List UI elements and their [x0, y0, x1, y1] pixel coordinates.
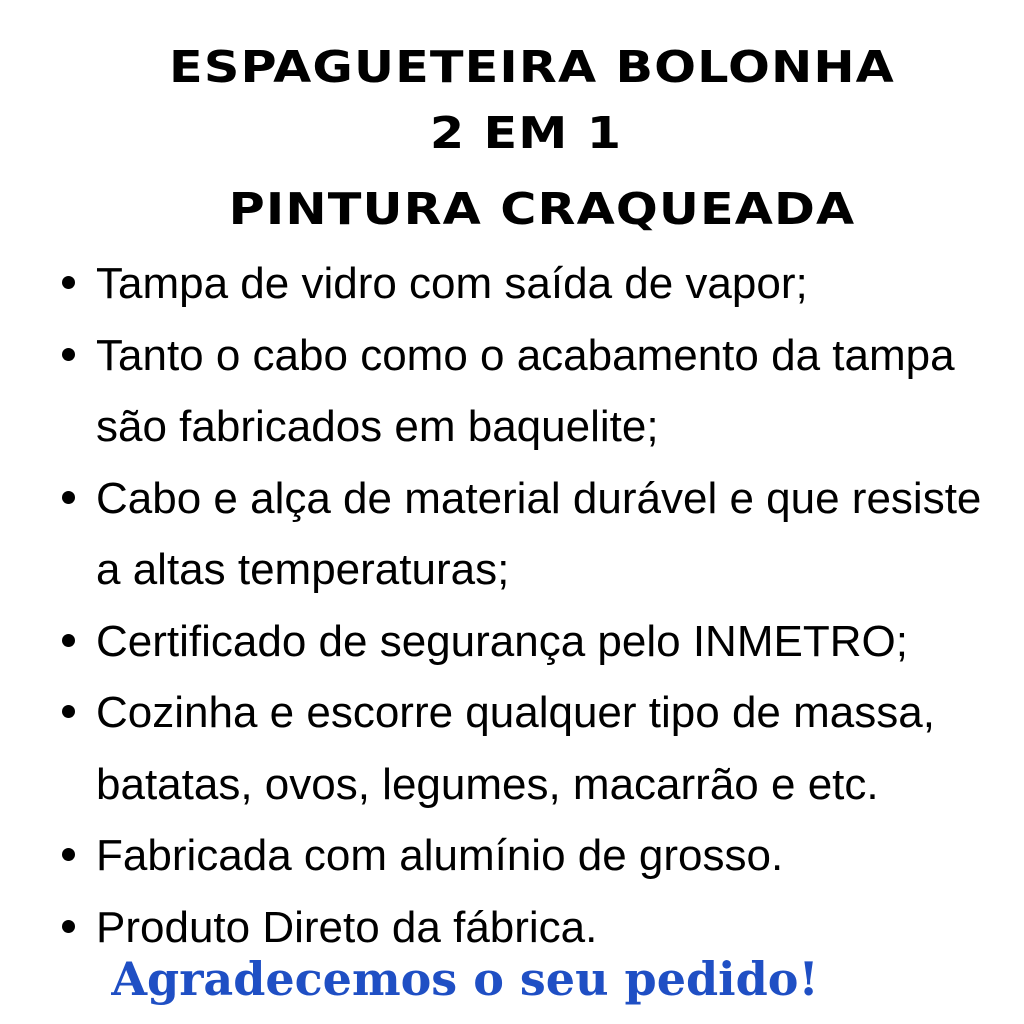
feature-item — [60, 677, 1010, 820]
bullet-icon — [62, 848, 75, 861]
feature-text: Produto Direto da fábrica. — [96, 902, 598, 952]
feature-text: Cabo e alça de material durável e que resiste a altas temperaturas; — [96, 473, 982, 594]
title-line-3: PINTURA CRAQUEADA — [228, 184, 856, 235]
bullet-icon — [62, 491, 75, 504]
feature-item — [60, 606, 1010, 678]
feature-item — [60, 320, 1010, 463]
feature-text: Fabricada com alumínio de grosso. — [96, 831, 784, 880]
feature-list — [60, 248, 1010, 963]
bullet-icon — [62, 705, 75, 718]
feature-text: Tampa de vidro com saída de vapor; — [96, 259, 808, 308]
closing-message: Agradecemos o seu pedido! — [111, 952, 819, 1006]
bullet-icon — [62, 348, 75, 361]
feature-text: Tanto o cabo como o acabamento da tampa são fabricados em baquelite; — [96, 330, 955, 451]
feature-item — [60, 248, 1010, 320]
title-line-2: 2 EM 1 — [429, 108, 623, 159]
feature-item — [60, 463, 1010, 606]
bullet-icon — [62, 634, 75, 647]
feature-item — [60, 820, 1010, 892]
feature-text: Certificado de segurança pelo INMETRO; — [96, 616, 908, 666]
bullet-icon — [62, 920, 75, 933]
feature-text: Cozinha e escorre qualquer tipo de massa, batatas, ovos, legumes, macarrão e etc. — [96, 688, 935, 809]
title-line-1: ESPAGUETEIRA BOLONHA — [169, 42, 895, 93]
bullet-icon — [62, 276, 75, 289]
